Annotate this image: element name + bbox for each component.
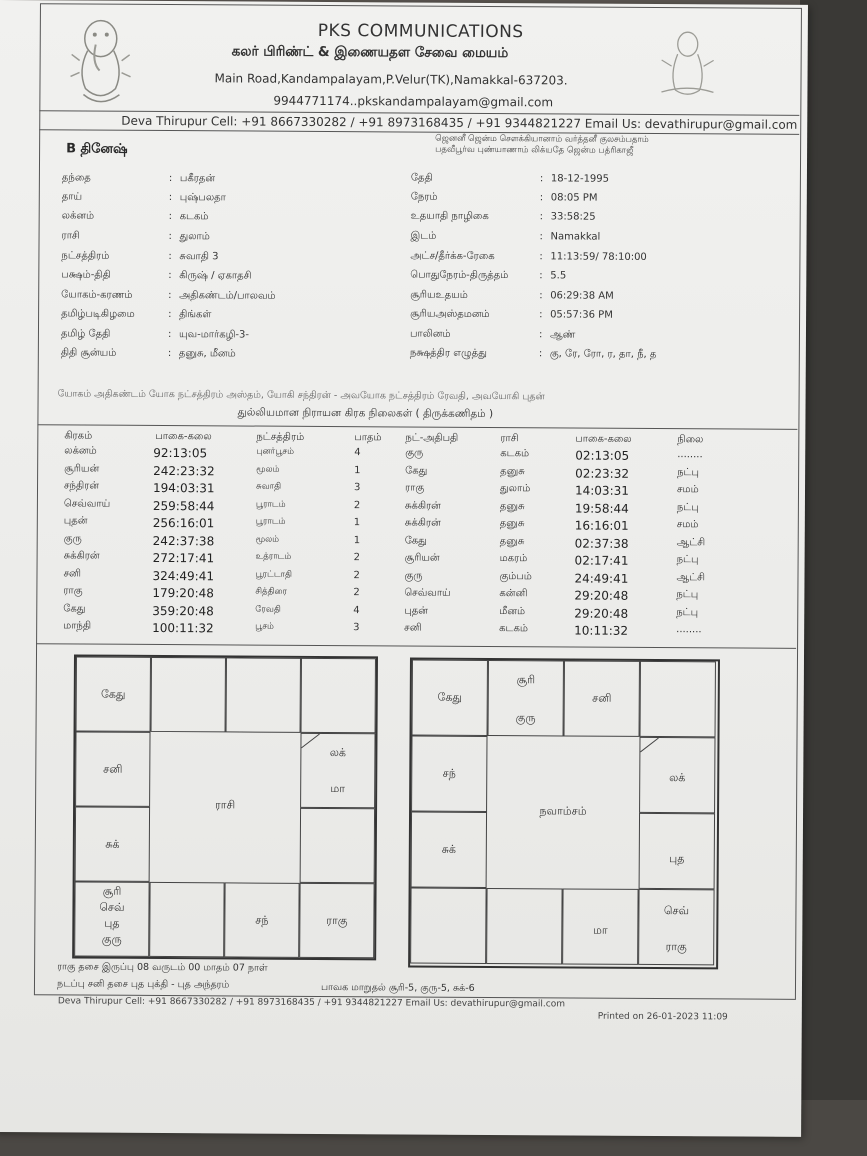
detail-colon: : xyxy=(168,231,172,243)
table-cell: 3 xyxy=(353,482,361,494)
table-cell: சனி xyxy=(63,567,82,580)
navamsa-center xyxy=(487,736,640,889)
table-cell: ........ xyxy=(676,624,702,636)
table-cell: ஆட்சி xyxy=(676,571,705,583)
detail-colon: : xyxy=(539,173,544,185)
detail-label: யோகம்-கரணம் xyxy=(61,289,133,301)
detail-label: பாலினம் xyxy=(409,328,451,340)
rasi-cell-makaram xyxy=(75,806,150,881)
yoga-note: யோகம் அதிகண்டம் யோக நட்சத்திரம் அஸ்தம், யோகி சந்திரன் - அவயோக நட்சத்திரம் ரேவதி, அவயோகி புதன் xyxy=(57,388,545,403)
navamsa-cell-thulam xyxy=(562,888,638,964)
table-cell: பூரட்டாதி xyxy=(255,569,293,580)
table-cell: கேது xyxy=(63,602,86,615)
table-cell: சுவாதி xyxy=(256,481,282,492)
table-cell: சுக்கிரன் xyxy=(404,517,441,529)
navamsa-planet: சுக் xyxy=(441,842,456,856)
navamsa-cell-meenam xyxy=(412,660,488,736)
detail-value: திங்கள் xyxy=(179,309,212,321)
detail-value: 05:57:36 PM xyxy=(550,309,613,321)
detail-label: ராசி xyxy=(61,230,80,242)
detail-value: அதிகண்டம்/பாலவம் xyxy=(179,290,276,302)
table-header: பாதம் xyxy=(354,432,382,444)
detail-value: 33:58:25 xyxy=(550,211,596,223)
detail-colon: : xyxy=(168,290,172,302)
rasi-cell-mesham xyxy=(151,657,226,732)
table-cell: 259:58:44 xyxy=(152,498,215,513)
rasi-cell-thulam xyxy=(224,882,299,957)
detail-colon: : xyxy=(539,211,544,223)
detail-colon: : xyxy=(539,231,543,243)
table-cell: 14:03:31 xyxy=(574,483,629,498)
rasi-planet: குரு xyxy=(101,932,122,946)
detail-label: சூரியஉதயம் xyxy=(410,289,468,301)
table-cell: தனுசு xyxy=(499,518,525,530)
table-cell: கடகம் xyxy=(499,623,529,635)
table-cell: 02:13:05 xyxy=(575,448,630,463)
detail-label: தமிழ்படிகிழமை xyxy=(61,308,135,320)
rasi-planet: கேது xyxy=(101,687,126,701)
rasi-cell-meenam xyxy=(76,656,151,731)
table-header: நட்சத்திரம் xyxy=(256,431,305,443)
detail-label: அட்ச/தீர்க்க-ரேகை xyxy=(410,250,495,263)
detail-label: தமிழ் தேதி xyxy=(60,328,111,340)
rasi-cell-kanni xyxy=(299,883,374,958)
rasi-center-label: ராசி xyxy=(215,798,236,812)
navamsa-planet: சந் xyxy=(442,766,456,780)
table-cell: 4 xyxy=(354,447,361,459)
navamsa-planet: சூரி xyxy=(516,673,536,687)
navamsa-chart xyxy=(408,658,720,970)
detail-value: 11:13:59/ 78:10:00 xyxy=(550,251,647,263)
table-cell: பூராடம் xyxy=(255,516,286,527)
navamsa-cell-simham xyxy=(639,813,715,889)
table-cell: 02:37:38 xyxy=(574,536,629,551)
detail-label: இடம் xyxy=(410,230,437,242)
navamsa-planet: கேது xyxy=(437,690,462,704)
verse-line-2: பதவீபூர்வ புண்யாணாம் லிக்யதே ஜென்ம பத்ரிகாஜீ xyxy=(435,144,634,156)
table-cell: 29:20:48 xyxy=(574,588,629,603)
table-cell: மூலம் xyxy=(255,534,280,545)
table-cell: புதன் xyxy=(63,515,88,527)
detail-value: யுவ-மார்கழி-3- xyxy=(178,329,250,341)
table-cell: ரேவதி xyxy=(255,604,281,615)
detail-value: கடகம் xyxy=(179,211,209,223)
rasi-cell-mithunam xyxy=(301,658,376,733)
detail-label: உதயாதி நாழிகை xyxy=(410,210,489,222)
rasi-center xyxy=(150,732,301,883)
rasi-planet: சந் xyxy=(255,913,269,927)
table-cell: உத்ராடம் xyxy=(255,551,292,562)
table-cell: 2 xyxy=(353,569,360,581)
navamsa-planet: லக் xyxy=(669,771,686,785)
table-cell: 19:58:44 xyxy=(574,501,629,516)
detail-colon: : xyxy=(538,329,543,341)
detail-colon: : xyxy=(168,173,173,185)
detail-value: துலாம் xyxy=(179,231,210,243)
detail-colon: : xyxy=(539,270,543,282)
table-header: நட்-அதிபதி xyxy=(405,432,459,444)
navamsa-center-label: நவாம்சம் xyxy=(539,804,587,818)
rasi-planet: மா xyxy=(330,782,346,796)
table-cell: கேது xyxy=(405,464,428,477)
table-cell: பூசம் xyxy=(255,621,274,632)
table-cell: தனுசு xyxy=(499,535,525,547)
detail-colon: : xyxy=(539,251,543,263)
detail-colon: : xyxy=(167,348,172,360)
table-cell: 179:20:48 xyxy=(152,585,214,601)
navamsa-cell-rishabam xyxy=(564,660,640,736)
navamsa-cell-kumbam xyxy=(411,736,487,812)
detail-colon: : xyxy=(539,309,543,321)
table-cell: மூலம் xyxy=(256,464,280,475)
table-cell: நட்பு xyxy=(676,501,699,513)
dark-background-right xyxy=(800,0,867,1156)
table-cell: புதன் xyxy=(404,604,428,617)
navamsa-cell-katakam xyxy=(639,737,715,813)
detail-value: 18-12-1995 xyxy=(550,173,610,185)
detail-value: புஷ்பலதா xyxy=(179,192,226,204)
table-header: கிரகம் xyxy=(64,430,93,442)
rasi-planet: லக் xyxy=(329,746,347,760)
table-cell: 359:20:48 xyxy=(152,603,214,618)
detail-colon: : xyxy=(167,329,172,341)
table-cell: நட்பு xyxy=(676,554,699,566)
planet-table-title: துல்லியமான நிராயன கிரக நிலைகள் ( திருக்கணிதம் ) xyxy=(237,406,494,421)
table-cell: தனுசு xyxy=(500,465,525,477)
table-cell: ராகு xyxy=(404,482,425,494)
table-cell: 2 xyxy=(353,552,361,564)
detail-value: தனுசு, மீனம் xyxy=(178,348,236,360)
detail-value: 5.5 xyxy=(550,270,567,282)
detail-label: தாய் xyxy=(61,191,83,203)
detail-colon: : xyxy=(168,192,173,204)
table-cell: 272:17:41 xyxy=(152,550,215,566)
table-cell: குரு xyxy=(404,569,423,582)
table-cell: தனுசு xyxy=(499,500,525,512)
table-cell: புனர்பூசம் xyxy=(256,446,295,457)
table-cell: சந்திரன் xyxy=(63,480,100,492)
rasi-cell-simham xyxy=(300,808,375,883)
table-cell: நட்பு xyxy=(676,589,699,601)
table-cell: 3 xyxy=(353,622,360,634)
table-cell: 02:23:32 xyxy=(575,466,630,481)
table-cell: ........ xyxy=(677,449,703,461)
navamsa-planet: ராகு xyxy=(665,940,687,954)
table-cell: 242:37:38 xyxy=(152,533,215,548)
ganesha-image-left xyxy=(65,10,136,110)
detail-label: நக்ஷத்திர எழுத்து xyxy=(409,347,487,359)
navamsa-planet: சனி xyxy=(592,691,612,705)
person-name: B தினேஷ் xyxy=(66,141,128,157)
table-header: பாகை-கலை xyxy=(155,430,212,443)
table-cell: கடகம் xyxy=(500,448,530,460)
navamsa-planet: செவ் xyxy=(663,904,690,918)
contact-line: Deva Thirupur Cell: +91 8667330282 / +91 8973168435 / +91 9344821227 Email Us: devathirupur@gmail.com xyxy=(121,113,798,132)
detail-value: பகீரதன் xyxy=(179,173,216,185)
detail-label: நட்சத்திரம் xyxy=(61,250,110,262)
navamsa-planet: மா xyxy=(592,923,608,937)
table-cell: கும்பம் xyxy=(499,570,532,582)
table-cell: 24:49:41 xyxy=(574,571,629,586)
table-cell: 100:11:32 xyxy=(152,620,214,636)
detail-colon: : xyxy=(168,211,173,223)
detail-value: 06:29:38 AM xyxy=(550,290,614,302)
detail-value: 08:05 PM xyxy=(550,192,598,204)
company-phone-email: 9944771174..pkskandampalayam@gmail.com xyxy=(273,93,554,110)
table-cell: 2 xyxy=(353,499,361,511)
table-cell: குரு xyxy=(405,447,424,459)
detail-value: ஆண் xyxy=(549,329,576,341)
detail-value: கிருஷ் / ஏகாதசி xyxy=(179,270,252,282)
navamsa-cell-viruchigam xyxy=(486,888,562,964)
detail-colon: : xyxy=(168,251,172,263)
table-cell: 1 xyxy=(353,517,361,529)
table-cell: நட்பு xyxy=(677,466,699,478)
table-cell: 2 xyxy=(353,587,360,599)
table-cell: கன்னி xyxy=(499,588,528,600)
dasa-balance: ராகு தசை இருப்பு 08 வருடம் 00 மாதம் 07 நாள் xyxy=(57,961,268,974)
navamsa-cell-dhanus xyxy=(410,888,486,964)
table-cell: 194:03:31 xyxy=(152,480,215,496)
table-cell: ராகு xyxy=(63,585,83,597)
detail-label: நேரம் xyxy=(410,191,438,203)
table-cell: குரு xyxy=(63,532,82,545)
detail-label: திதி சூன்யம் xyxy=(60,347,117,359)
detail-label: லக்னம் xyxy=(61,210,95,222)
table-header: நிலை xyxy=(677,434,704,446)
table-cell: துலாம் xyxy=(499,483,531,495)
table-header: பாகை-கலை xyxy=(575,433,632,445)
rasi-planet: சுக் xyxy=(105,837,120,851)
detail-value: Namakkal xyxy=(550,231,601,243)
navamsa-cell-mesham xyxy=(488,660,564,736)
table-cell: சனி xyxy=(404,622,422,634)
detail-colon: : xyxy=(538,348,543,360)
rasi-chart xyxy=(72,654,378,960)
rasi-planet: சனி xyxy=(103,762,123,776)
rasi-cell-viruchigam xyxy=(149,882,224,957)
company-tagline: கலர் பிரிண்ட் & இணையதள சேவை மையம் xyxy=(231,43,509,62)
table-cell: சமம் xyxy=(676,484,699,496)
table-cell: 256:16:01 xyxy=(152,515,215,531)
table-cell: கேது xyxy=(404,534,427,547)
detail-label: பக்ஷம்-திதி xyxy=(61,269,111,281)
detail-label: தேதி xyxy=(410,172,433,184)
pavaka-change: பாவக மாறுதல் சூரி-5, குரு-5, சுக்-6 xyxy=(320,981,475,994)
table-cell: 02:17:41 xyxy=(574,553,629,568)
table-cell: மாந்தி xyxy=(63,620,92,632)
detail-colon: : xyxy=(539,192,544,204)
table-cell: மீனம் xyxy=(499,605,526,617)
navamsa-planet: குரு xyxy=(515,711,536,725)
detail-colon: : xyxy=(168,309,172,321)
table-cell: செவ்வாய் xyxy=(404,587,451,599)
table-cell: செவ்வாய் xyxy=(63,497,111,510)
table-cell: சூரியன் xyxy=(64,462,100,475)
table-cell: 242:23:32 xyxy=(153,463,215,478)
table-cell: 29:20:48 xyxy=(574,606,629,621)
detail-value: கு, ரே, ரோ, ர, தா, நீ, த xyxy=(549,348,657,361)
printed-date: Printed on 26-01-2023 11:09 xyxy=(597,1011,728,1023)
table-cell: சுக்கிரன் xyxy=(63,550,100,562)
table-cell: சூரியன் xyxy=(404,552,440,564)
rasi-cell-kumbam xyxy=(75,731,150,806)
detail-label: சூரியஅஸ்தமனம் xyxy=(410,308,490,320)
detail-label: தந்தை xyxy=(61,172,91,184)
table-cell: பூராடம் xyxy=(255,499,286,510)
table-header: ராசி xyxy=(500,433,519,445)
table-cell: மகரம் xyxy=(499,553,528,565)
navamsa-cell-mithunam xyxy=(640,661,716,737)
rasi-cell-dhanus xyxy=(74,881,149,956)
company-address: Main Road,Kandampalayam,P.Velur(TK),Namakkal-637203. xyxy=(214,71,568,88)
rasi-planet: புத xyxy=(104,916,120,930)
table-cell: 1 xyxy=(353,534,361,546)
table-cell: 4 xyxy=(353,604,360,616)
rasi-planet: சூரி xyxy=(102,884,122,898)
detail-colon: : xyxy=(168,270,172,282)
table-cell: 1 xyxy=(354,464,361,476)
table-cell: சித்திரை xyxy=(255,586,288,597)
footer-contact: Deva Thirupur Cell: +91 8667330282 / +91 8973168435 / +91 9344821227 Email Us: devathirupur@gmail.com xyxy=(57,996,566,1010)
detail-value: சுவாதி 3 xyxy=(179,251,219,263)
navamsa-cell-kanni xyxy=(638,889,714,965)
table-cell: 92:13:05 xyxy=(153,445,208,461)
table-cell: ஆட்சி xyxy=(676,536,706,548)
company-name: PKS COMMUNICATIONS xyxy=(317,20,524,43)
rasi-planet: ராகு xyxy=(326,914,348,928)
rasi-planet: செவ் xyxy=(99,900,125,914)
table-cell: 324:49:41 xyxy=(152,568,215,583)
table-cell: 16:16:01 xyxy=(574,518,629,533)
detail-label: பொதுநேரம்-திருத்தம் xyxy=(410,269,509,282)
lagna-mark xyxy=(640,738,660,754)
table-cell: 10:11:32 xyxy=(574,623,629,638)
navamsa-planet: புத xyxy=(669,852,685,866)
verse-line-1: ஜெனனீ ஜென்ம செளக்கியானாம் வர்த்தனீ குலசம்பதாம் xyxy=(435,133,649,145)
table-cell: சுக்கிரன் xyxy=(404,499,441,512)
rasi-cell-katakam xyxy=(300,733,375,808)
deity-image-right xyxy=(651,22,721,102)
table-cell: நட்பு xyxy=(676,606,699,618)
table-cell: சமம் xyxy=(676,519,699,531)
rasi-cell-rishabam xyxy=(226,657,301,732)
navamsa-cell-makaram xyxy=(411,812,487,888)
table-cell: லக்னம் xyxy=(64,445,97,457)
current-dasa: நடப்பு சனி தசை புத புக்தி - புத அந்தரம் xyxy=(56,978,230,991)
detail-colon: : xyxy=(539,290,543,302)
